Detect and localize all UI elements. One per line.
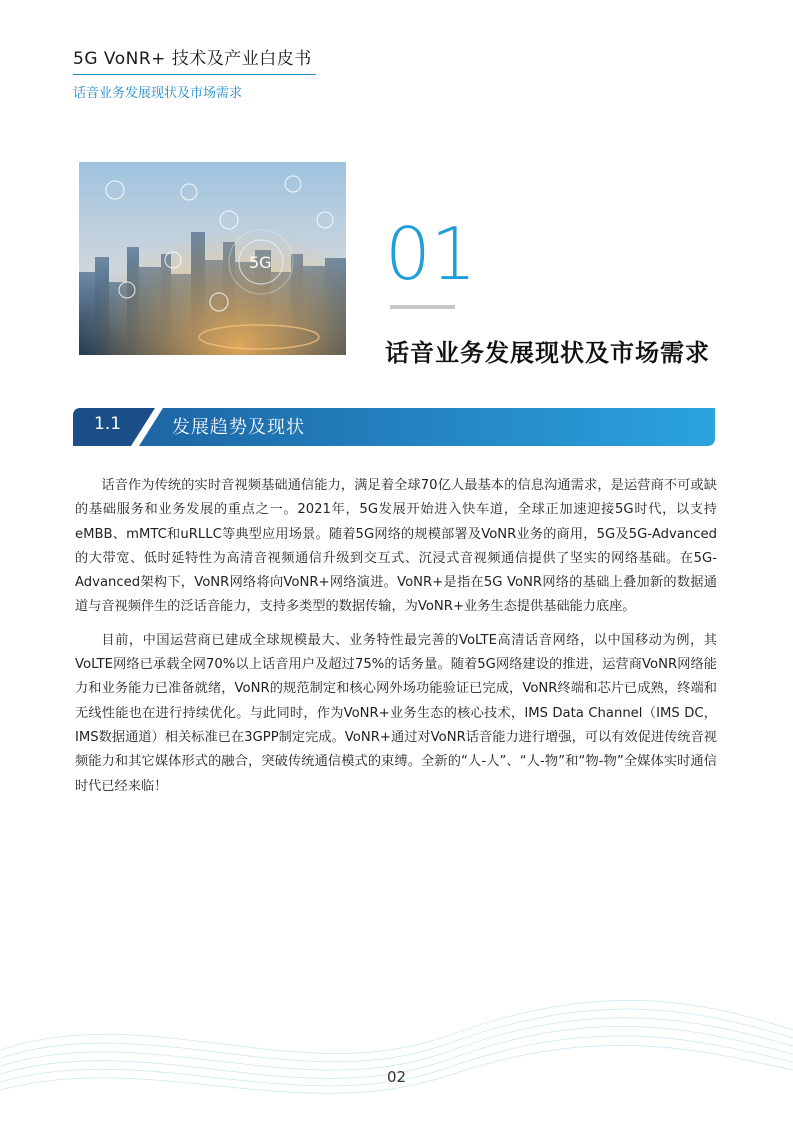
chapter-title: 话音业务发展现状及市场需求: [385, 339, 710, 367]
section-number: 1.1: [94, 414, 122, 434]
chapter-number-underline: [390, 305, 455, 309]
paragraph: 话音作为传统的实时音视频基础通信能力，满足着全球70亿人最基本的信息沟通需求，是运营商不可或缺的基础服务和业务发展的重点之一。2021年，5G发展开始进入快车道，全球正加速迎接5G时代，以支持eMBB、mMTC和uRLLC等典型应用场景。随着5G网络的规模部署及VoNR业务的商用，5G及5G-Advanced的大带宽、低时延特性为高清音视频通信升级到交互式、沉浸式音视频通信提供了坚实的网络基础。在5G-Advanced架构下，VoNR网络将向VoNR+网络演进。VoNR+是指在5G VoNR网络的基础上叠加新的数据通道与音视频伴生的泛话音能力，支持多类型的数据传输，为VoNR+业务生态提供基础能力底座。: [75, 478, 717, 615]
chapter-number: 01: [385, 212, 477, 296]
paragraph: 目前，中国运营商已建成全球规模最大、业务特性最完善的VoLTE高清话音网络，以中国移动为例，其VoLTE网络已承载全网70%以上话音用户及超过75%的话务量。随着5G网络建设的推进，运营商VoNR网络能力和业务能力已准备就绪，VoNR的规范制定和核心网外场功能验证已完成，VoNR终端和芯片已成熟，终端和无线性能也在进行持续优化。与此同时，作为VoNR+业务生态的核心技术，IMS Data Channel（IMS DC，IMS数据通道）相关标准已在3GPP制定完成。VoNR+通过对VoNR话音能力进行增强，可以有效促进传统音视频能力和其它媒体形式的融合，突破传统通信模式的束缚。全新的“人-人”、“人-物”和“物-物”全媒体实时通信时代已经来临！: [75, 632, 717, 794]
header-divider: [73, 74, 316, 75]
page-number: 02: [386, 1068, 407, 1086]
chapter-running-head: 话音业务发展现状及市场需求: [73, 86, 243, 101]
body-text: [75, 474, 717, 808]
cover-5g-label: 5G: [249, 253, 272, 272]
section-title: 发展趋势及现状: [172, 417, 305, 438]
section-heading-bar: [73, 408, 715, 446]
document-title: 5G VoNR+ 技术及产业白皮书: [73, 49, 312, 69]
footer-wave-decoration: [0, 940, 793, 1122]
chapter-cover-image: [79, 162, 346, 355]
